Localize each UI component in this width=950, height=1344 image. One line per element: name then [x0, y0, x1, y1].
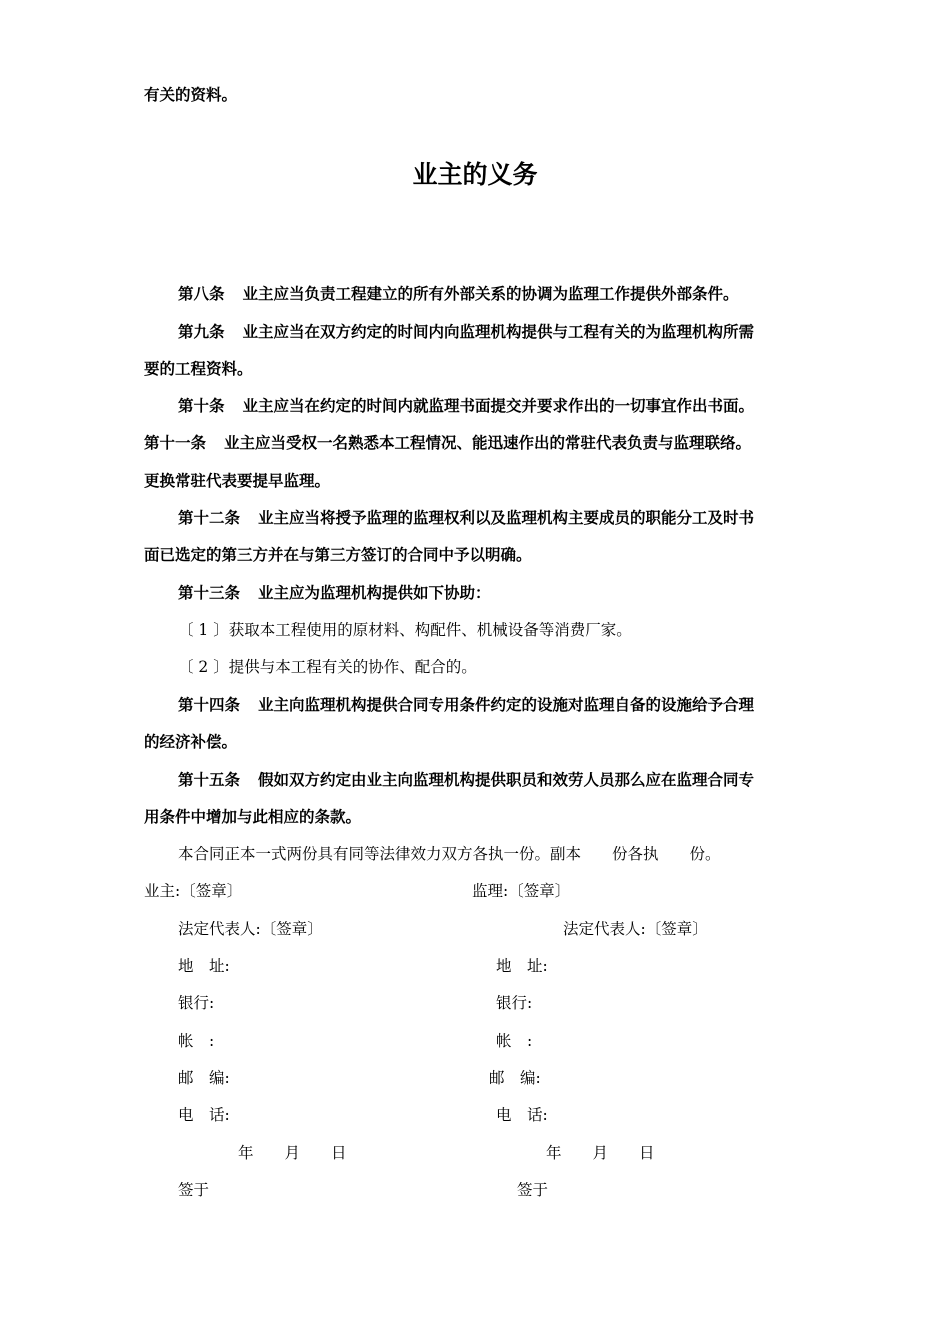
- article-8-text: 业主应当负责工程建立的所有外部关系的协调为监理工作提供外部条件。: [242, 285, 739, 303]
- section-title: 业主的义务: [412, 160, 538, 189]
- supervisor-account: 帐 :: [496, 1032, 533, 1050]
- article-9-continued: 要的工程资料。: [144, 360, 253, 378]
- article-13-label: 第十三条: [178, 584, 241, 602]
- article-12-continued: 面已选定的第三方并在与第三方签订的合同中予以明确。: [144, 546, 532, 564]
- supervisor-legal-rep: 法定代表人:〔签章〕: [563, 920, 708, 938]
- owner-signed-at: 签于: [178, 1181, 210, 1199]
- list-item-1: 〔 1 〕获取本工程使用的原材料、构配件、机械设备等消费厂家。: [178, 621, 632, 639]
- top-fragment: 有关的资料。: [144, 86, 238, 104]
- article-11-label: 第十一条: [144, 434, 207, 452]
- owner-phone: 电 话:: [178, 1106, 230, 1124]
- article-14-continued: 的经济补偿。: [144, 733, 238, 751]
- article-15-continued: 用条件中增加与此相应的条款。: [144, 808, 362, 826]
- owner-postcode: 邮 编:: [178, 1069, 230, 1087]
- article-11-text: 业主应当受权一名熟悉本工程情况、能迅速作出的常驻代表负责与监理联络。: [224, 434, 752, 452]
- article-14-text: 业主向监理机构提供合同专用条件约定的设施对监理自备的设施给予合理: [258, 696, 755, 714]
- article-14: [178, 695, 754, 715]
- supervisor-signed-at: 签于: [517, 1181, 549, 1199]
- owner-account: 帐 :: [178, 1032, 215, 1050]
- list-item-2: 〔 2 〕提供与本工程有关的协作、配合的。: [178, 658, 477, 676]
- article-12-label: 第十二条: [178, 509, 241, 527]
- owner-date: 年 月 日: [238, 1144, 347, 1162]
- supervisor-bank: 银行:: [496, 994, 533, 1012]
- owner-address: 地 址:: [178, 957, 230, 975]
- article-9: [178, 322, 754, 342]
- article-15-text: 假如双方约定由业主向监理机构提供职员和效劳人员那么应在监理合同专: [258, 771, 755, 789]
- article-12-text: 业主应当将授予监理的监理权利以及监理机构主要成员的职能分工及时书: [258, 509, 755, 527]
- supervisor-party: 监理:〔签章〕: [472, 882, 571, 900]
- article-10-label: 第十条: [178, 397, 225, 415]
- article-11-continued: 更换常驻代表要提早监理。: [144, 472, 331, 490]
- article-10: [178, 396, 754, 416]
- article-8: [178, 284, 739, 304]
- copies-statement: 本合同正本一式两份具有同等法律效力双方各执一份。副本 份各执 份。: [178, 845, 721, 863]
- article-8-label: 第八条: [178, 285, 225, 303]
- article-11: [144, 433, 751, 453]
- article-13: [178, 583, 491, 603]
- supervisor-date: 年 月 日: [546, 1144, 655, 1162]
- supervisor-address: 地 址:: [496, 957, 548, 975]
- article-9-text: 业主应当在双方约定的时间内向监理机构提供与工程有关的为监理机构所需: [242, 323, 755, 341]
- owner-bank: 银行:: [178, 994, 215, 1012]
- article-15: [178, 770, 754, 790]
- supervisor-phone: 电 话:: [496, 1106, 548, 1124]
- article-9-label: 第九条: [178, 323, 225, 341]
- article-14-label: 第十四条: [178, 696, 241, 714]
- owner-party: 业主:〔签章〕: [144, 882, 243, 900]
- article-13-text: 业主应为监理机构提供如下协助：: [258, 584, 491, 602]
- owner-legal-rep: 法定代表人:〔签章〕: [178, 920, 323, 938]
- article-10-text: 业主应当在约定的时间内就监理书面提交并要求作出的一切事宜作出书面。: [242, 397, 755, 415]
- article-12: [178, 508, 754, 528]
- article-15-label: 第十五条: [178, 771, 241, 789]
- supervisor-postcode: 邮 编:: [489, 1069, 541, 1087]
